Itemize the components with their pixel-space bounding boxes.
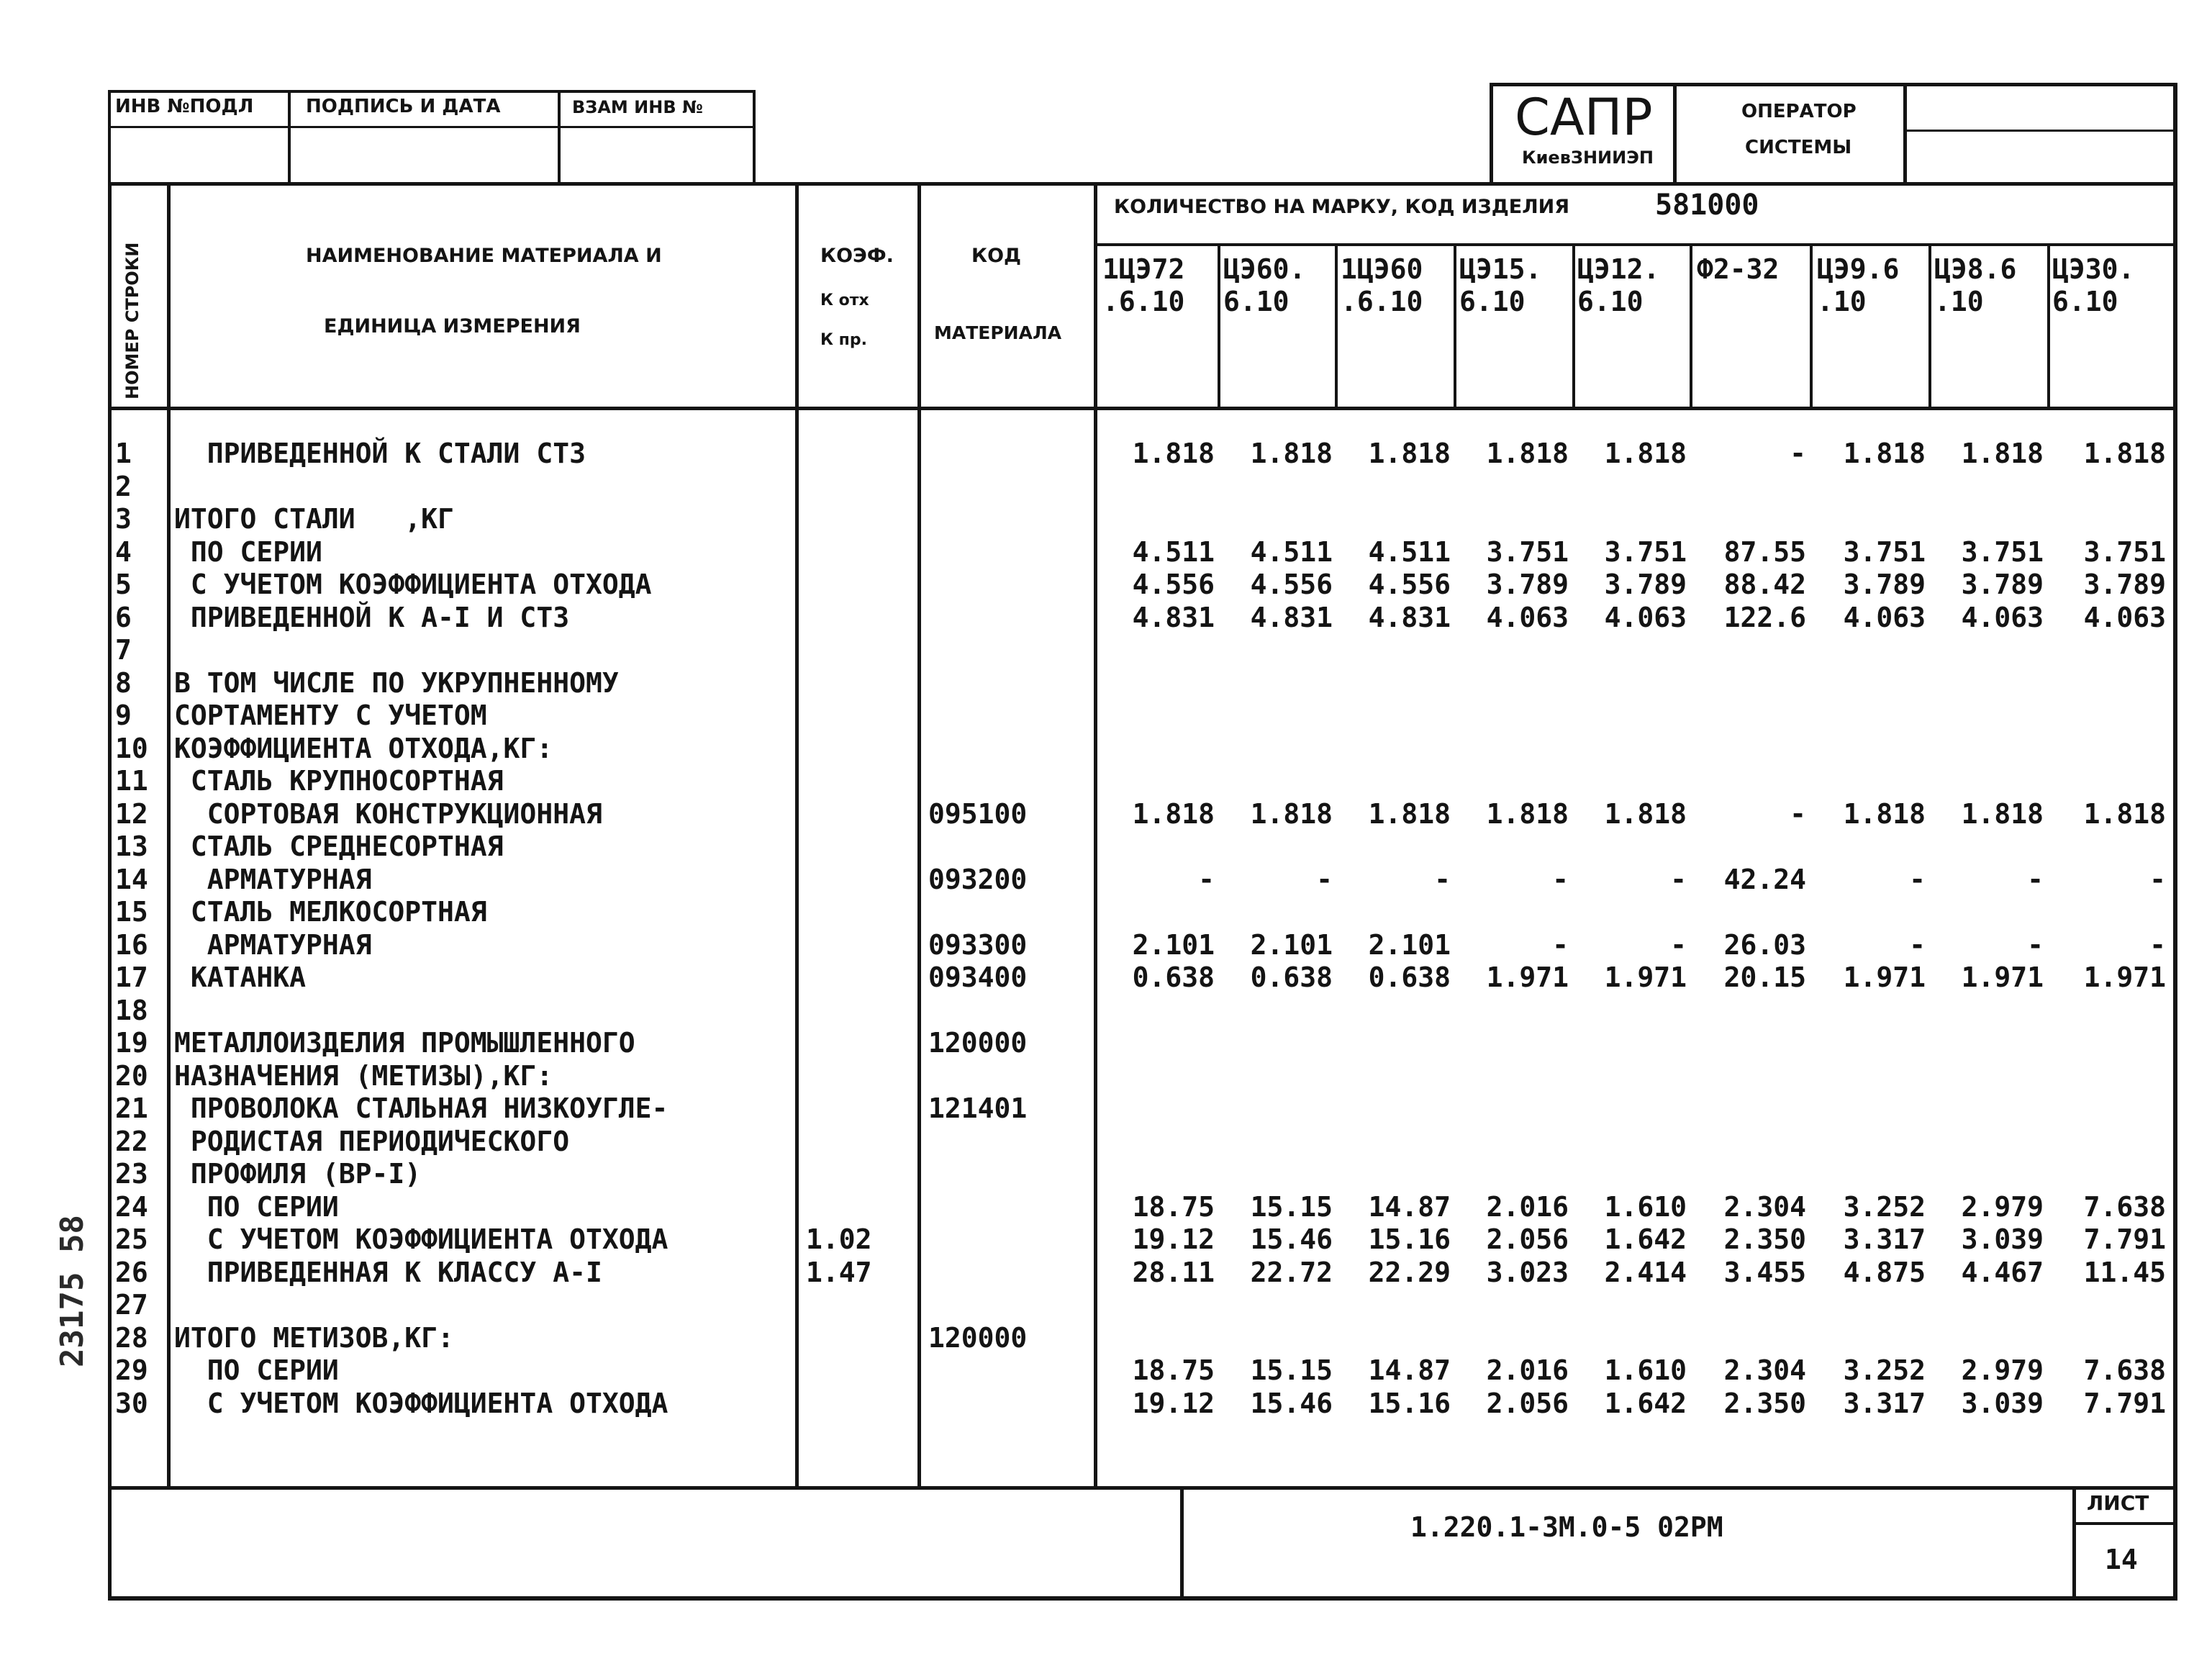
- row-number: 28: [115, 1322, 148, 1354]
- row-value: 14.87: [1368, 1354, 1451, 1386]
- row-number: 2: [115, 471, 132, 502]
- row-value: 4.063: [2083, 602, 2166, 633]
- row-number: 7: [115, 634, 132, 666]
- mark-header-2-l2: 6.10: [1223, 286, 1289, 317]
- row-code: 095100: [928, 798, 1028, 830]
- row-name: ПРОВОЛОКА СТАЛЬНАЯ НИЗКОУГЛЕ-: [174, 1092, 668, 1124]
- row-value: 18.75: [1132, 1191, 1215, 1223]
- row-value: -: [1790, 798, 1806, 830]
- row-value: 3.789: [1486, 569, 1569, 600]
- row-number: 12: [115, 798, 148, 830]
- mark-header-1-l1: 1ЦЭ72: [1102, 253, 1185, 285]
- row-value: 19.12: [1132, 1388, 1215, 1419]
- row-number: 27: [115, 1289, 148, 1321]
- row-name: КАТАНКА: [174, 961, 307, 993]
- frame-top: [108, 182, 2177, 186]
- row-number: 9: [115, 700, 132, 731]
- row-value: 0.638: [1132, 961, 1215, 993]
- row-value: 2.414: [1604, 1257, 1687, 1288]
- mark-header-5-l2: 6.10: [1577, 286, 1644, 317]
- row-name: СТАЛЬ КРУПНОСОРТНАЯ: [174, 765, 504, 797]
- row-value: 11.45: [2083, 1257, 2166, 1288]
- row-value: 4.511: [1250, 536, 1333, 568]
- row-code: 120000: [928, 1027, 1028, 1059]
- mark-header-9-l2: 6.10: [2052, 286, 2118, 317]
- row-value: 1.971: [2083, 961, 2166, 993]
- sapr-operator-l1: ОПЕРАТОР: [1741, 101, 1857, 122]
- row-value: 3.751: [1604, 536, 1687, 568]
- row-value: 7.638: [2083, 1191, 2166, 1223]
- row-value: 2.304: [1723, 1191, 1806, 1223]
- row-name: СОРТАМЕНТУ С УЧЕТОМ: [174, 700, 487, 731]
- row-value: -: [1909, 929, 1926, 961]
- row-value: 18.75: [1132, 1354, 1215, 1386]
- row-value: -: [1670, 864, 1687, 895]
- row-name: СОРТОВАЯ КОНСТРУКЦИОННАЯ: [174, 798, 602, 830]
- row-value: 3.751: [2083, 536, 2166, 568]
- row-value: 1.818: [1843, 798, 1926, 830]
- row-value: 15.46: [1250, 1388, 1333, 1419]
- row-name: АРМАТУРНАЯ: [174, 864, 372, 895]
- row-value: 4.556: [1132, 569, 1215, 600]
- row-value: 122.6: [1723, 602, 1806, 633]
- row-name: МЕТАЛЛОИЗДЕЛИЯ ПРОМЫШЛЕННОГО: [174, 1027, 635, 1059]
- row-value: 4.831: [1132, 602, 1215, 633]
- doc-code: 1.220.1-3М.0-5 02РМ: [1410, 1511, 1723, 1543]
- row-value: 1.818: [1843, 438, 1926, 469]
- row-value: 4.063: [1961, 602, 2044, 633]
- row-number: 3: [115, 503, 132, 535]
- mark-header-5-l1: ЦЭ12.: [1577, 253, 1660, 285]
- header-koef-l1: КОЭФ.: [820, 245, 894, 267]
- row-value: -: [2149, 864, 2166, 895]
- row-value: -: [1552, 864, 1569, 895]
- row-number: 16: [115, 929, 148, 961]
- row-number: 25: [115, 1223, 148, 1255]
- row-value: 1.818: [1961, 798, 2044, 830]
- header-row-num: НОМЕР СТРОКИ: [122, 242, 142, 399]
- row-value: -: [1909, 864, 1926, 895]
- sheet-label: ЛИСТ: [2087, 1491, 2149, 1515]
- row-value: 88.42: [1723, 569, 1806, 600]
- row-value: 15.16: [1368, 1223, 1451, 1255]
- row-value: 1.818: [1132, 438, 1215, 469]
- row-value: 3.789: [1604, 569, 1687, 600]
- row-value: 4.831: [1368, 602, 1451, 633]
- row-name: В ТОМ ЧИСЛЕ ПО УКРУПНЕННОМУ: [174, 667, 619, 699]
- row-number: 15: [115, 896, 148, 928]
- row-value: 4.556: [1250, 569, 1333, 600]
- row-name: ПО СЕРИИ: [174, 1191, 339, 1223]
- frame-left: [108, 182, 112, 1600]
- row-value: 0.638: [1250, 961, 1333, 993]
- row-value: 3.039: [1961, 1223, 2044, 1255]
- row-value: 4.467: [1961, 1257, 2044, 1288]
- row-value: 15.46: [1250, 1223, 1333, 1255]
- row-number: 18: [115, 995, 148, 1026]
- row-value: -: [1434, 864, 1451, 895]
- row-value: 0.638: [1368, 961, 1451, 993]
- header-koef-l2: К отх: [820, 291, 869, 309]
- row-value: -: [2149, 929, 2166, 961]
- mark-header-6-l1: Ф2-32: [1697, 253, 1780, 285]
- stamp-vzam-inv: ВЗАМ ИНВ №: [572, 97, 703, 117]
- row-value: 2.056: [1486, 1388, 1569, 1419]
- header-product-code: 581000: [1655, 189, 1759, 222]
- row-number: 13: [115, 830, 148, 862]
- row-name: СТАЛЬ МЕЛКОСОРТНАЯ: [174, 896, 487, 928]
- row-number: 1: [115, 438, 132, 469]
- row-number: 11: [115, 765, 148, 797]
- row-code: 093300: [928, 929, 1028, 961]
- row-number: 22: [115, 1126, 148, 1157]
- row-value: 7.791: [2083, 1388, 2166, 1419]
- row-value: 1.642: [1604, 1223, 1687, 1255]
- row-number: 21: [115, 1092, 148, 1124]
- row-value: 3.317: [1843, 1223, 1926, 1255]
- row-value: 87.55: [1723, 536, 1806, 568]
- row-value: 2.101: [1250, 929, 1333, 961]
- row-value: 1.818: [1132, 798, 1215, 830]
- row-value: 1.818: [1961, 438, 2044, 469]
- row-value: 2.056: [1486, 1223, 1569, 1255]
- row-name: ПО СЕРИИ: [174, 1354, 339, 1386]
- mark-header-3-l2: .6.10: [1341, 286, 1423, 317]
- row-value: 1.971: [1604, 961, 1687, 993]
- row-value: 1.818: [1486, 438, 1569, 469]
- mark-header-7-l2: .10: [1817, 286, 1867, 317]
- row-name: СТАЛЬ СРЕДНЕСОРТНАЯ: [174, 830, 504, 862]
- row-value: 42.24: [1723, 864, 1806, 895]
- sapr-operator-l2: СИСТЕМЫ: [1745, 137, 1852, 158]
- mark-header-4-l1: ЦЭ15.: [1459, 253, 1542, 285]
- header-code-l1: КОД: [971, 245, 1022, 267]
- row-value: 2.350: [1723, 1388, 1806, 1419]
- row-name: НАЗНАЧЕНИЯ (МЕТИЗЫ),КГ:: [174, 1060, 553, 1092]
- header-name-l2: ЕДИНИЦА ИЗМЕРЕНИЯ: [324, 315, 581, 338]
- stamp-inv-podl: ИНВ №ПОДЛ: [115, 96, 254, 117]
- row-name: ИТОГО СТАЛИ ,КГ: [174, 503, 454, 535]
- row-value: 1.971: [1843, 961, 1926, 993]
- row-value: 2.979: [1961, 1191, 2044, 1223]
- row-value: 2.016: [1486, 1191, 1569, 1223]
- row-value: 4.556: [1368, 569, 1451, 600]
- mark-header-1-l2: .6.10: [1102, 286, 1185, 317]
- row-value: 3.751: [1961, 536, 2044, 568]
- row-value: 2.016: [1486, 1354, 1569, 1386]
- mark-header-2-l1: ЦЭ60.: [1223, 253, 1306, 285]
- row-value: 4.063: [1486, 602, 1569, 633]
- row-number: 20: [115, 1060, 148, 1092]
- row-value: 4.511: [1368, 536, 1451, 568]
- row-number: 29: [115, 1354, 148, 1386]
- row-value: -: [1790, 438, 1806, 469]
- row-value: -: [1198, 864, 1215, 895]
- row-value: 1.818: [1250, 438, 1333, 469]
- row-value: 4.831: [1250, 602, 1333, 633]
- row-number: 24: [115, 1191, 148, 1223]
- row-value: 1.818: [1604, 798, 1687, 830]
- row-value: 3.455: [1723, 1257, 1806, 1288]
- row-value: 4.063: [1604, 602, 1687, 633]
- row-name: АРМАТУРНАЯ: [174, 929, 372, 961]
- header-name-l1: НАИМЕНОВАНИЕ МАТЕРИАЛА И: [306, 245, 662, 267]
- row-value: 3.039: [1961, 1388, 2044, 1419]
- stamp-podpis-data: ПОДПИСЬ И ДАТА: [306, 96, 501, 117]
- row-value: 3.789: [1843, 569, 1926, 600]
- row-name: ПРИВЕДЕННОЙ К СТАЛИ СТЗ: [174, 438, 586, 469]
- mark-header-7-l1: ЦЭ9.6: [1817, 253, 1900, 285]
- row-value: 22.29: [1368, 1257, 1451, 1288]
- row-name: КОЭФФИЦИЕНТА ОТХОДА,КГ:: [174, 733, 553, 764]
- row-code: 093200: [928, 864, 1028, 895]
- sheet-number: 14: [2105, 1544, 2138, 1575]
- row-value: 1.971: [1486, 961, 1569, 993]
- row-value: 1.610: [1604, 1354, 1687, 1386]
- margin-note: 23175 58: [54, 1215, 91, 1367]
- row-number: 4: [115, 536, 132, 568]
- row-name: ПРИВЕДЕННОЙ К А-I И СТЗ: [174, 602, 570, 633]
- row-value: 26.03: [1723, 929, 1806, 961]
- row-value: 22.72: [1250, 1257, 1333, 1288]
- row-value: 1.971: [1961, 961, 2044, 993]
- row-value: 19.12: [1132, 1223, 1215, 1255]
- header-qty-label: КОЛИЧЕСТВО НА МАРКУ, КОД ИЗДЕЛИЯ: [1114, 196, 1570, 218]
- row-value: 3.789: [1961, 569, 2044, 600]
- row-value: 2.101: [1368, 929, 1451, 961]
- row-name: С УЧЕТОМ КОЭФФИЦИЕНТА ОТХОДА: [174, 1388, 668, 1419]
- frame-right: [2173, 83, 2177, 1600]
- row-koef: 1.02: [806, 1223, 872, 1255]
- row-value: 1.818: [1368, 798, 1451, 830]
- row-value: 4.875: [1843, 1257, 1926, 1288]
- row-code: 093400: [928, 961, 1028, 993]
- row-value: 2.350: [1723, 1223, 1806, 1255]
- row-code: 121401: [928, 1092, 1028, 1124]
- frame-bottom: [108, 1596, 2177, 1601]
- row-number: 10: [115, 733, 148, 764]
- sapr-title: САПР: [1515, 88, 1653, 147]
- row-number: 30: [115, 1388, 148, 1419]
- row-value: 2.979: [1961, 1354, 2044, 1386]
- row-value: 3.751: [1843, 536, 1926, 568]
- row-name: ПО СЕРИИ: [174, 536, 322, 568]
- row-name: С УЧЕТОМ КОЭФФИЦИЕНТА ОТХОДА: [174, 1223, 668, 1255]
- row-number: 17: [115, 961, 148, 993]
- row-number: 6: [115, 602, 132, 633]
- row-value: 4.063: [1843, 602, 1926, 633]
- row-value: 14.87: [1368, 1191, 1451, 1223]
- row-number: 19: [115, 1027, 148, 1059]
- row-name: РОДИСТАЯ ПЕРИОДИЧЕСКОГО: [174, 1126, 570, 1157]
- row-value: -: [2027, 929, 2044, 961]
- row-value: 15.15: [1250, 1191, 1333, 1223]
- row-name: ПРОФИЛЯ (ВР-I): [174, 1158, 422, 1190]
- row-value: 3.023: [1486, 1257, 1569, 1288]
- row-value: 7.638: [2083, 1354, 2166, 1386]
- mark-header-9-l1: ЦЭ30.: [2052, 253, 2135, 285]
- row-value: 1.610: [1604, 1191, 1687, 1223]
- row-value: -: [2027, 864, 2044, 895]
- header-code-l2: МАТЕРИАЛА: [934, 322, 1062, 343]
- row-value: 3.789: [2083, 569, 2166, 600]
- row-number: 23: [115, 1158, 148, 1190]
- row-value: -: [1316, 864, 1333, 895]
- row-code: 120000: [928, 1322, 1028, 1354]
- row-value: 1.642: [1604, 1388, 1687, 1419]
- row-value: 1.818: [1486, 798, 1569, 830]
- row-number: 26: [115, 1257, 148, 1288]
- row-koef: 1.47: [806, 1257, 872, 1288]
- row-value: 3.252: [1843, 1191, 1926, 1223]
- row-value: 3.252: [1843, 1354, 1926, 1386]
- row-value: 3.317: [1843, 1388, 1926, 1419]
- row-value: 1.818: [2083, 438, 2166, 469]
- row-value: 1.818: [1368, 438, 1451, 469]
- row-value: -: [1670, 929, 1687, 961]
- sapr-org: КиевЗНИИЭП: [1522, 148, 1654, 168]
- row-value: 1.818: [1250, 798, 1333, 830]
- row-value: 15.16: [1368, 1388, 1451, 1419]
- row-number: 14: [115, 864, 148, 895]
- row-value: 7.791: [2083, 1223, 2166, 1255]
- row-value: 28.11: [1132, 1257, 1215, 1288]
- mark-header-4-l2: 6.10: [1459, 286, 1526, 317]
- row-value: 15.15: [1250, 1354, 1333, 1386]
- row-value: 2.304: [1723, 1354, 1806, 1386]
- row-value: -: [1552, 929, 1569, 961]
- row-value: 2.101: [1132, 929, 1215, 961]
- row-value: 1.818: [2083, 798, 2166, 830]
- mark-header-8-l1: ЦЭ8.6: [1934, 253, 2017, 285]
- row-value: 1.818: [1604, 438, 1687, 469]
- row-value: 4.511: [1132, 536, 1215, 568]
- row-name: ИТОГО МЕТИЗОВ,КГ:: [174, 1322, 454, 1354]
- row-value: 20.15: [1723, 961, 1806, 993]
- row-number: 5: [115, 569, 132, 600]
- row-name: ПРИВЕДЕННАЯ К КЛАССУ А-I: [174, 1257, 602, 1288]
- row-number: 8: [115, 667, 132, 699]
- row-name: С УЧЕТОМ КОЭФФИЦИЕНТА ОТХОДА: [174, 569, 652, 600]
- mark-header-8-l2: .10: [1934, 286, 1984, 317]
- mark-header-3-l1: 1ЦЭ60: [1341, 253, 1423, 285]
- row-value: 3.751: [1486, 536, 1569, 568]
- header-koef-l3: К пр.: [820, 331, 867, 349]
